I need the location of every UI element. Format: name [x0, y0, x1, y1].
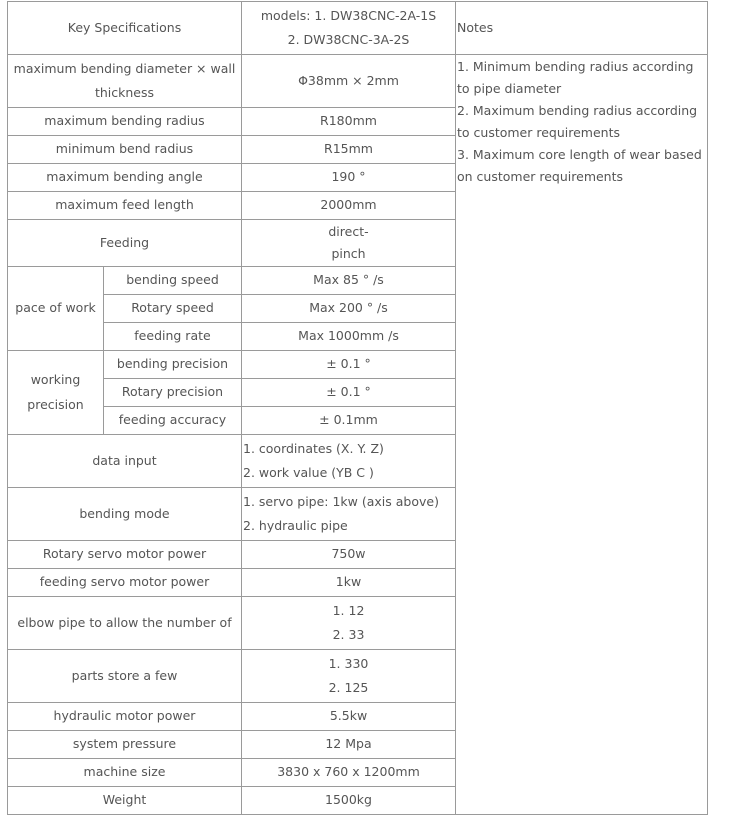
spec-label: system pressure [8, 731, 242, 759]
spec-label: maximum bending angle [8, 164, 242, 192]
spec-value: 12 Mpa [242, 731, 456, 759]
model-1: models: 1. DW38CNC-2A-1S [260, 7, 437, 23]
spec-label: data input [8, 435, 242, 488]
group-label: working precision [8, 351, 104, 435]
spec-label: elbow pipe to allow the number of [8, 597, 242, 650]
spec-label: feeding rate [104, 323, 242, 351]
spec-value: 1. 12 2. 33 [242, 597, 456, 650]
spec-value: Max 1000mm /s [242, 323, 456, 351]
spec-value: 2000mm [242, 192, 456, 220]
spec-value: 190 ° [242, 164, 456, 192]
spec-label: Feeding [8, 220, 242, 267]
spec-value: 3830 x 760 x 1200mm [242, 759, 456, 787]
table-header-row [8, 2, 708, 55]
spec-label: feeding servo motor power [8, 569, 242, 597]
spec-label: maximum bending diameter × wall thickness [8, 55, 242, 108]
spec-label: Weight [8, 787, 242, 815]
notes-cell [456, 55, 708, 815]
spec-label: machine size [8, 759, 242, 787]
spec-label: hydraulic motor power [8, 703, 242, 731]
spec-value: 1. coordinates (X. Y. Z) 2. work value (YB C ) [242, 435, 456, 488]
spec-value: 1. servo pipe: 1kw (axis above) 2. hydraulic pipe [242, 488, 456, 541]
note-3: 3. Maximum core length of wear based on customer requirements [457, 147, 702, 184]
spec-label: bending mode [8, 488, 242, 541]
spec-label: parts store a few [8, 650, 242, 703]
notes-header: Notes [456, 2, 708, 55]
specifications-table [7, 1, 708, 815]
spec-label: feeding accuracy [104, 407, 242, 435]
spec-label: maximum bending radius [8, 108, 242, 136]
spec-label: bending speed [104, 267, 242, 295]
note-1: 1. Minimum bending radius according to pipe diameter [457, 59, 694, 96]
spec-value: R180mm [242, 108, 456, 136]
key-specifications-header: Key Specifications [8, 2, 242, 55]
spec-value: 1. 330 2. 125 [242, 650, 456, 703]
spec-value: ± 0.1mm [242, 407, 456, 435]
spec-value: ± 0.1 ° [242, 351, 456, 379]
spec-value: ± 0.1 ° [242, 379, 456, 407]
table-row [8, 55, 708, 108]
spec-value: 5.5kw [242, 703, 456, 731]
note-2: 2. Maximum bending radius according to customer requirements [457, 103, 698, 140]
spec-label: maximum feed length [8, 192, 242, 220]
spec-value: Max 85 ° /s [242, 267, 456, 295]
spec-value: 1500kg [242, 787, 456, 815]
spec-value: Max 200 ° /s [242, 295, 456, 323]
spec-label: Rotary speed [104, 295, 242, 323]
group-label: pace of work [8, 267, 104, 351]
spec-label: bending precision [104, 351, 242, 379]
spec-value: 750w [242, 541, 456, 569]
spec-label: Rotary precision [104, 379, 242, 407]
spec-value: R15mm [242, 136, 456, 164]
spec-value: Φ38mm × 2mm [242, 55, 456, 108]
spec-label: minimum bend radius [8, 136, 242, 164]
spec-label: Rotary servo motor power [8, 541, 242, 569]
spec-value: 1kw [242, 569, 456, 597]
models-header [242, 2, 456, 55]
spec-value: direct- pinch [242, 220, 456, 267]
model-2: 2. DW38CNC-3A-2S [287, 32, 410, 47]
